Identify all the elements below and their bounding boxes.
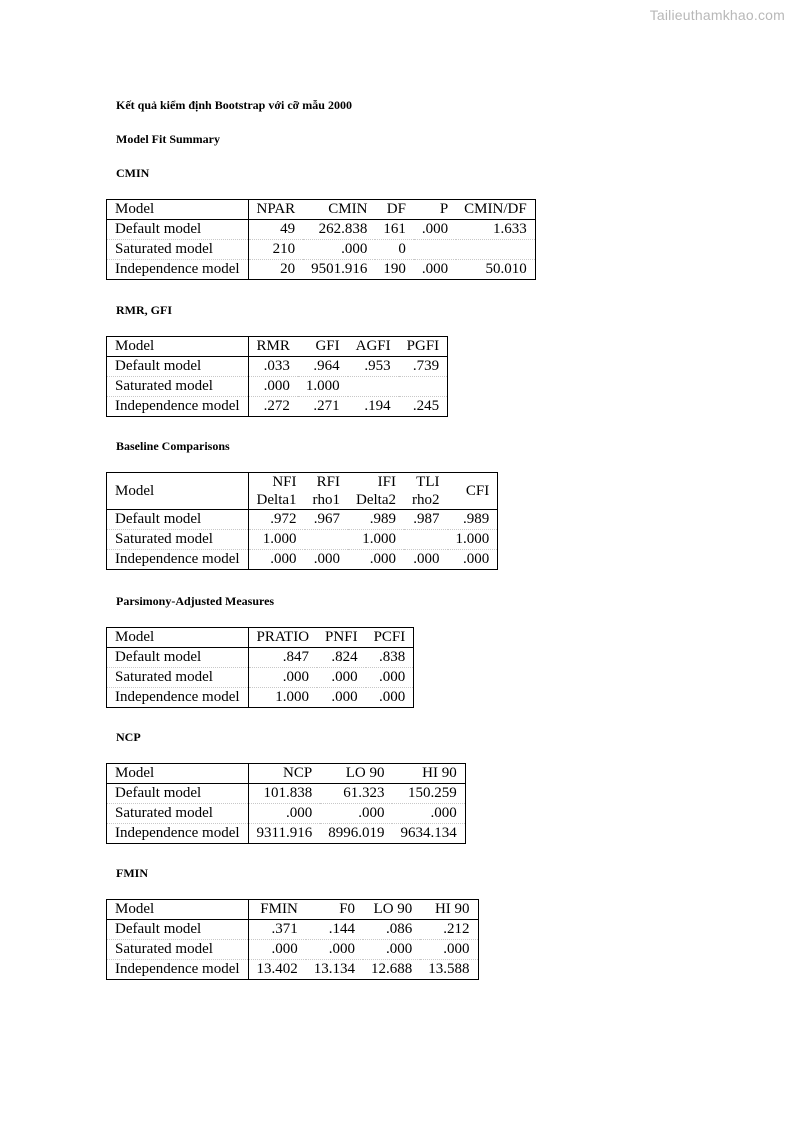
table-cell — [348, 377, 399, 397]
table-cell: .033 — [248, 357, 298, 377]
baseline-comparisons-heading: Baseline Comparisons — [116, 439, 230, 453]
table-cell: .000 — [414, 220, 456, 240]
header-line: NFI — [272, 474, 297, 490]
table-row — [107, 510, 498, 530]
table-cell: .000 — [248, 377, 298, 397]
table-cell: 9634.134 — [400, 825, 457, 841]
table-row — [107, 220, 536, 240]
table-cell: .953 — [348, 357, 399, 377]
ncp-table — [106, 763, 466, 844]
table-cell: .000 — [379, 689, 406, 705]
fmin-table — [106, 899, 479, 980]
header-cell: Model — [107, 200, 249, 220]
header-line: Delta1 — [256, 492, 297, 508]
table-cell: .989 — [348, 510, 404, 530]
table-cell: .967 — [305, 510, 349, 530]
table-cell — [399, 377, 448, 397]
table-cell: .000 — [320, 804, 392, 824]
table-cell: .739 — [399, 357, 448, 377]
table-cell: 50.010 — [485, 261, 527, 277]
table-cell: 49 — [248, 220, 303, 240]
table-cell: .000 — [331, 689, 358, 705]
row-label: Saturated model — [107, 377, 249, 397]
header-line: rho2 — [412, 492, 440, 508]
table-cell: .212 — [420, 920, 478, 940]
header-cell: HI 90 — [420, 900, 478, 920]
table-cell: 13.402 — [256, 961, 298, 977]
table-row — [107, 804, 466, 824]
table-cell: .194 — [364, 398, 391, 414]
ncp-heading: NCP — [116, 730, 141, 744]
table-cell: 1.000 — [275, 689, 310, 705]
rmr-gfi-heading: RMR, GFI — [116, 303, 172, 317]
row-label: Saturated model — [107, 240, 249, 260]
table-row — [107, 688, 414, 708]
table-cell: .000 — [369, 551, 396, 567]
table-cell — [305, 530, 349, 550]
fmin-heading: FMIN — [116, 866, 148, 880]
table-cell: 9311.916 — [256, 825, 313, 841]
header-cell: PCFI — [366, 628, 414, 648]
row-label: Independence model — [107, 260, 249, 280]
table-cell — [404, 530, 448, 550]
table-row — [107, 550, 498, 570]
rmr-gfi-table — [106, 336, 448, 417]
row-label: Default model — [107, 357, 249, 377]
table-row — [107, 240, 536, 260]
table-cell: .000 — [392, 804, 465, 824]
row-label: Saturated model — [107, 940, 249, 960]
table-cell: .964 — [298, 357, 348, 377]
table-row — [107, 668, 414, 688]
table-cell: .000 — [317, 668, 366, 688]
header-cell: GFI — [298, 337, 348, 357]
table-cell: .000 — [366, 668, 414, 688]
table-cell: 1.000 — [348, 530, 404, 550]
header-cell: FMIN — [248, 900, 306, 920]
table-row — [107, 824, 466, 844]
header-line: Delta2 — [356, 492, 396, 508]
table-cell: .838 — [366, 648, 414, 668]
table-row — [107, 397, 448, 417]
table-cell: 190 — [383, 261, 406, 277]
table-cell: 210 — [248, 240, 303, 260]
header-cell — [404, 473, 448, 510]
document-title: Kết quả kiểm định Bootstrap với cỡ mẫu 2000 — [116, 98, 352, 112]
table-cell: .989 — [448, 510, 498, 530]
header-cell: LO 90 — [363, 900, 420, 920]
header-line: RFI — [316, 474, 341, 490]
table-cell: .000 — [413, 551, 440, 567]
table-row — [107, 940, 479, 960]
row-label: Saturated model — [107, 668, 249, 688]
table-cell: 8996.019 — [328, 825, 385, 841]
table-cell: .000 — [463, 551, 490, 567]
header-cell: LO 90 — [320, 764, 392, 784]
table-cell: 0 — [375, 240, 414, 260]
table-row — [107, 260, 536, 280]
row-label: Default model — [107, 648, 249, 668]
header-cell: DF — [375, 200, 414, 220]
header-cell: HI 90 — [392, 764, 465, 784]
table-cell: 1.633 — [456, 220, 535, 240]
row-label: Independence model — [107, 824, 249, 844]
table-cell: .000 — [313, 551, 341, 567]
table-row — [107, 648, 414, 668]
table-cell: 20 — [280, 261, 296, 277]
header-cell: CMIN — [303, 200, 375, 220]
table-cell: .086 — [363, 920, 420, 940]
table-cell: .000 — [303, 240, 375, 260]
table-cell — [414, 240, 456, 260]
watermark: Tailieuthamkhao.com — [649, 7, 785, 23]
table-cell: .000 — [306, 940, 363, 960]
row-label: Independence model — [107, 397, 249, 417]
header-cell: PRATIO — [248, 628, 317, 648]
row-label: Independence model — [107, 960, 249, 980]
cmin-heading: CMIN — [116, 166, 150, 180]
table-cell: 101.838 — [248, 784, 320, 804]
table-cell: 13.134 — [313, 961, 356, 977]
header-cell: NCP — [248, 764, 320, 784]
row-label: Saturated model — [107, 530, 249, 550]
header-cell — [248, 473, 304, 510]
table-cell: 12.688 — [371, 961, 413, 977]
table-cell: .847 — [248, 648, 317, 668]
table-cell: 1.000 — [448, 530, 498, 550]
table-cell: .000 — [248, 804, 320, 824]
baseline-comparisons-table — [106, 472, 498, 570]
header-cell: Model — [107, 628, 249, 648]
header-cell: PNFI — [317, 628, 366, 648]
table-cell: 150.259 — [392, 784, 465, 804]
row-label: Default model — [107, 920, 249, 940]
header-cell: NPAR — [248, 200, 303, 220]
header-cell: Model — [107, 764, 249, 784]
table-cell: .000 — [248, 940, 306, 960]
table-cell: .000 — [363, 940, 420, 960]
table-cell: 13.588 — [428, 961, 470, 977]
table-cell: 161 — [375, 220, 414, 240]
table-cell: .144 — [306, 920, 363, 940]
table-row — [107, 530, 498, 550]
header-cell — [305, 473, 349, 510]
row-label: Default model — [107, 784, 249, 804]
header-cell: CFI — [448, 473, 498, 510]
row-label: Default model — [107, 510, 249, 530]
cmin-table — [106, 199, 536, 280]
row-label: Independence model — [107, 688, 249, 708]
table-row — [107, 960, 479, 980]
table-cell — [456, 240, 535, 260]
table-cell: .245 — [412, 398, 440, 414]
header-cell: Model — [107, 900, 249, 920]
table-cell: 262.838 — [303, 220, 375, 240]
table-cell: .272 — [263, 398, 290, 414]
row-label: Default model — [107, 220, 249, 240]
table-row — [107, 377, 448, 397]
parsimony-heading: Parsimony-Adjusted Measures — [116, 594, 275, 608]
table-cell: .000 — [421, 261, 449, 277]
table-row — [107, 920, 479, 940]
table-cell: 9501.916 — [311, 261, 368, 277]
header-cell — [348, 473, 404, 510]
table-cell: .000 — [420, 940, 478, 960]
header-line: rho1 — [312, 492, 341, 508]
table-cell: 61.323 — [320, 784, 392, 804]
parsimony-table — [106, 627, 414, 708]
header-line: IFI — [377, 474, 396, 490]
table-row — [107, 357, 448, 377]
header-cell: CMIN/DF — [456, 200, 535, 220]
header-cell: P — [414, 200, 456, 220]
header-cell: RMR — [248, 337, 298, 357]
table-cell: 1.000 — [298, 377, 348, 397]
table-cell: 1.000 — [248, 530, 304, 550]
table-cell: .000 — [248, 668, 317, 688]
header-cell: Model — [107, 473, 249, 510]
table-cell: .824 — [317, 648, 366, 668]
table-row — [107, 784, 466, 804]
row-label: Saturated model — [107, 804, 249, 824]
table-cell: .271 — [313, 398, 340, 414]
table-cell: .972 — [248, 510, 304, 530]
header-line: TLI — [416, 474, 440, 490]
row-label: Independence model — [107, 550, 249, 570]
header-cell: PGFI — [399, 337, 448, 357]
header-cell: Model — [107, 337, 249, 357]
model-fit-summary-heading: Model Fit Summary — [116, 132, 220, 146]
table-cell: .371 — [248, 920, 306, 940]
table-cell: .987 — [404, 510, 448, 530]
table-cell: .000 — [270, 551, 297, 567]
header-cell: AGFI — [348, 337, 399, 357]
header-cell: F0 — [306, 900, 363, 920]
